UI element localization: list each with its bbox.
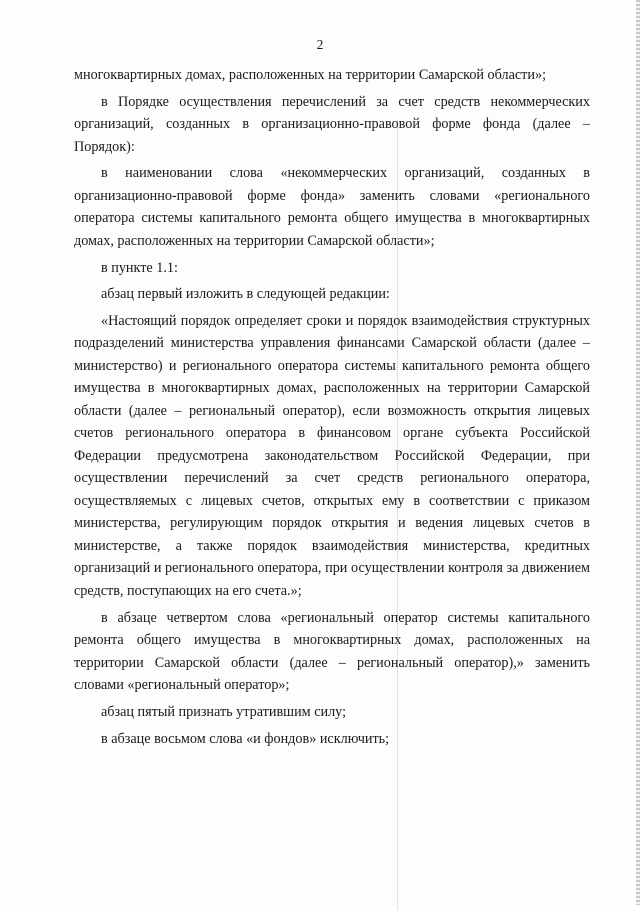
paragraph: в пункте 1.1: xyxy=(101,259,178,276)
scan-edge xyxy=(636,0,640,905)
paragraph: в Порядке осуществления перечислений за счет средств некоммерческих организаций, созданных в организационно-правовой форме фонда (далее – Порядок): xyxy=(74,93,590,155)
paragraph: в абзаце восьмом слова «и фондов» исключить; xyxy=(101,730,390,747)
document-body xyxy=(74,64,590,754)
paragraph: в наименовании слова «некоммерческих организаций, созданных в организационно-правовой форме фонда» заменить словами «регионального оператора системы капитального ремонта общего имущества в многоквартирных домах, расположенных на территории Самарской области»; xyxy=(74,165,590,249)
paragraph: абзац пятый признать утратившим силу; xyxy=(101,703,347,720)
page-number: 2 xyxy=(316,37,324,52)
paragraph: абзац первый изложить в следующей редакции: xyxy=(101,286,390,303)
paragraph: в абзаце четвертом слова «региональный оператор системы капитального ремонта общего имущества в многоквартирных домах, расположенных на территории Самарской области (далее – региональный оператор),» заменить словами «региональный оператор»; xyxy=(74,609,590,694)
paragraph-continuation: многоквартирных домах, расположенных на территории Самарской области»; xyxy=(74,67,547,83)
paragraph: «Настоящий порядок определяет сроки и порядок взаимодействия структурных подразделений министерства управления финансами Самарской области (далее – министерство) и регионального оператора системы капитального ремонта общего имущества в многоквартирных домах, расположенных на территории Самарской области (далее – региональный оператор), если возможность открытия лицевых счетов регионального оператора в финансовом органе субъекта Российской Федерации предусмотрена законодательством Российской Федерации, при осуществлении перечислений за счет средств регионального оператора, осуществляемых с лицевых счетов, открытых ему в соответствии с приказом министерства, регулирующим порядок открытия и ведения лицевых счетов в министерстве, а также порядок взаимодействия министерства, кредитных организаций и регионального оператора, при осуществлении контроля за движением средств, поступающих на его счета.»; xyxy=(74,312,590,599)
